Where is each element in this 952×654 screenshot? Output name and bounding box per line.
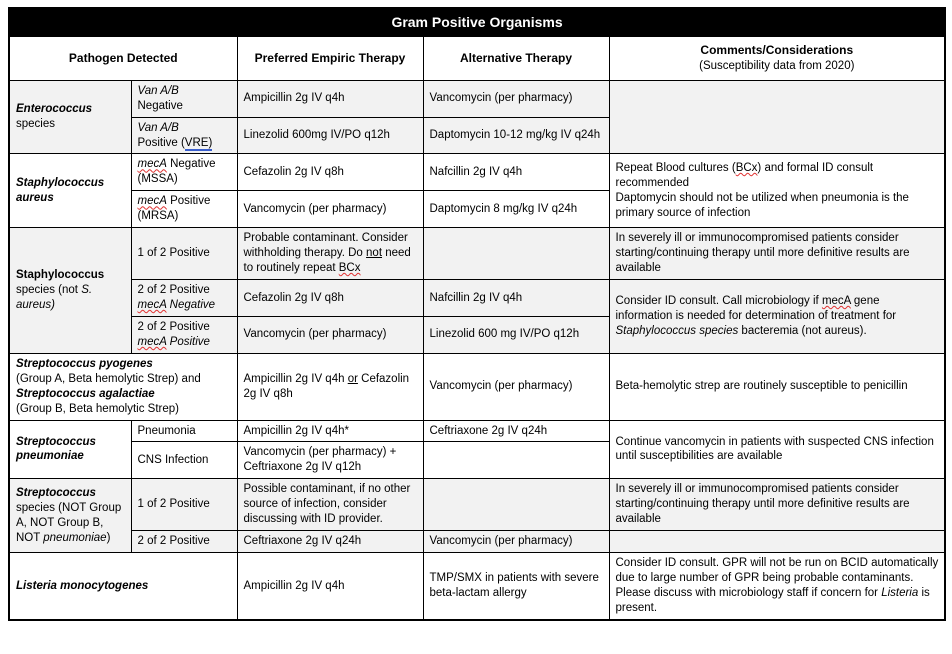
column-header-pathogen: Pathogen Detected	[9, 37, 237, 81]
alternative-therapy: Vancomycin (per pharmacy)	[423, 80, 609, 117]
alternative-therapy: Vancomycin (per pharmacy)	[423, 353, 609, 420]
table-row	[9, 420, 945, 442]
detail-line-1: Van A/B	[137, 84, 179, 97]
pathogen-detail	[131, 191, 237, 228]
pathogen-genus: Streptococcus	[16, 486, 96, 499]
pathogen-group-2: (Group B, Beta hemolytic Strep)	[16, 402, 179, 415]
comments-cell	[609, 80, 945, 154]
table-row	[9, 154, 945, 191]
comments-cell: Consider ID consult. Call microbiology if mecA gene information is needed for determination of treatment for Staphylococcus species bacteremia (not aureus).	[609, 280, 945, 354]
preferred-therapy: Ampicillin 2g IV q4h*	[237, 420, 423, 442]
table-row	[9, 228, 945, 280]
pathogen-genus: Streptococcus pneumoniae	[16, 435, 96, 463]
gene-state: Negative	[166, 298, 216, 311]
detail-line-2: (MSSA)	[137, 173, 178, 186]
preferred-therapy: Vancomycin (per pharmacy) + Ceftriaxone 2g IV q12h	[237, 442, 423, 479]
table-row	[9, 80, 945, 117]
pathogen-genus-species-2: Streptococcus agalactiae	[16, 387, 155, 400]
preferred-therapy: Ampicillin 2g IV q4h or Cefazolin 2g IV q8h	[237, 353, 423, 420]
pathogen-name-enterococcus	[9, 80, 131, 154]
pathogen-genus-species: Listeria monocytogenes	[16, 579, 149, 592]
alternative-therapy: Daptomycin 8 mg/kg IV q24h	[423, 191, 609, 228]
gene-state: Positive	[166, 335, 210, 348]
pathogen-detail: Pneumonia	[131, 420, 237, 442]
pathogen-detail	[131, 316, 237, 353]
comments-cell: Continue vancomycin in patients with suspected CNS infection until susceptibilities are available	[609, 420, 945, 479]
alternative-therapy: Vancomycin (per pharmacy)	[423, 531, 609, 553]
comments-cell: In severely ill or immunocompromised patients consider starting/continuing therapy until more definitive results are available	[609, 479, 945, 531]
column-header-comments-title: Comments/Considerations	[700, 43, 854, 58]
column-header-comments-subtitle: (Susceptibility data from 2020)	[699, 59, 855, 72]
pathogen-detail	[131, 117, 237, 154]
preferred-therapy: Vancomycin (per pharmacy)	[237, 191, 423, 228]
pathogen-detail: 2 of 2 Positive	[131, 531, 237, 553]
column-header-preferred-therapy: Preferred Empiric Therapy	[237, 37, 423, 81]
table-row	[9, 553, 945, 620]
alternative-therapy: Linezolid 600 mg IV/PO q12h	[423, 316, 609, 353]
table-row	[9, 531, 945, 553]
table-row	[9, 353, 945, 420]
pathogen-group-1: (Group A, Beta hemolytic Strep) and	[16, 372, 201, 385]
comments-cell	[609, 154, 945, 228]
preferred-therapy: Linezolid 600mg IV/PO q12h	[237, 117, 423, 154]
page-title: Gram Positive Organisms	[9, 8, 945, 37]
preferred-therapy: Ceftriaxone 2g IV q24h	[237, 531, 423, 553]
gene-name: mecA	[137, 298, 167, 311]
table-title-row	[9, 8, 945, 37]
alternative-therapy: Daptomycin 10-12 mg/kg IV q24h	[423, 117, 609, 154]
preferred-therapy: Cefazolin 2g IV q8h	[237, 280, 423, 317]
pathogen-excluded-species: pneumoniae	[43, 531, 107, 544]
table-row	[9, 280, 945, 317]
gene-state: Negative	[166, 158, 216, 171]
comments-cell: Beta-hemolytic strep are routinely susceptible to penicillin	[609, 353, 945, 420]
detail-line-2: Positive (VRE)	[137, 136, 213, 149]
pathogen-detail: 1 of 2 Positive	[131, 479, 237, 531]
table-row	[9, 479, 945, 531]
gene-name: mecA	[137, 195, 167, 208]
pathogen-genus: Staphylococcus aureus	[16, 176, 105, 204]
column-header-row	[9, 37, 945, 81]
pathogen-detail	[131, 154, 237, 191]
preferred-therapy: Probable contaminant. Consider withholding therapy. Do not need to routinely repeat BCx	[237, 228, 423, 280]
emphasis-not: not	[366, 247, 383, 260]
preferred-therapy: Vancomycin (per pharmacy)	[237, 316, 423, 353]
gene-name: mecA	[821, 295, 851, 307]
preferred-therapy: Possible contaminant, if no other source of infection, consider discussing with ID provider.	[237, 479, 423, 531]
pathogen-detail	[131, 280, 237, 317]
pathogen-qualifier: species	[16, 118, 55, 131]
pathogen-detail: CNS Infection	[131, 442, 237, 479]
detail-line-1: Van A/B	[137, 121, 179, 134]
alternative-therapy: Ceftriaxone 2g IV q24h	[423, 420, 609, 442]
emphasis-or: or	[347, 372, 358, 385]
gene-name: mecA	[137, 335, 167, 348]
pathogen-qualifier: species (NOT Group A, NOT Group B, NOT	[16, 501, 122, 544]
comment-line-2: Daptomycin should not be utilized when pneumonia is the primary source of infection	[615, 191, 909, 219]
comments-cell: In severely ill or immunocompromised patients consider starting/continuing therapy until more definitive results are available	[609, 228, 945, 280]
column-header-comments	[609, 37, 945, 81]
comments-cell: Consider ID consult. GPR will not be run on BCID automatically due to large number of GPR being probable contaminants. Please discuss with microbiology staff if concern for Listeria is present.	[609, 553, 945, 620]
detail-line-1: 2 of 2 Positive	[137, 284, 210, 297]
comments-cell	[609, 531, 945, 553]
comment-line-1: Repeat Blood cultures (BCx) and formal ID consult recommended	[615, 161, 874, 189]
preferred-therapy: Cefazolin 2g IV q8h	[237, 154, 423, 191]
alternative-therapy: Nafcillin 2g IV q4h	[423, 280, 609, 317]
alternative-therapy	[423, 479, 609, 531]
alternative-therapy	[423, 228, 609, 280]
pathogen-qualifier: species (not S. aureus)	[16, 284, 93, 311]
pathogen-detail: 1 of 2 Positive	[131, 228, 237, 280]
alternative-therapy: Nafcillin 2g IV q4h	[423, 154, 609, 191]
pathogen-genus: Enterococcus	[16, 103, 93, 116]
detail-line-2: Negative	[137, 99, 183, 112]
preferred-therapy: Ampicillin 2g IV q4h	[237, 553, 423, 620]
pathogen-genus-species-1: Streptococcus pyogenes	[16, 357, 153, 370]
alternative-therapy	[423, 442, 609, 479]
gene-state: Positive	[166, 195, 211, 208]
alternative-therapy: TMP/SMX in patients with severe beta-lactam allergy	[423, 553, 609, 620]
gene-name: mecA	[137, 158, 167, 171]
detail-line-2: (MRSA)	[137, 210, 179, 223]
pathogen-name-strep-species: Streptococcus species (NOT Group A, NOT Group B, NOT pneumoniae)	[9, 479, 131, 553]
pathogen-name-strep-pneumoniae	[9, 420, 131, 479]
pathogen-detail	[131, 80, 237, 117]
detail-line-1: 2 of 2 Positive	[137, 320, 210, 333]
pathogen-name-listeria	[9, 553, 237, 620]
preferred-therapy: Ampicillin 2g IV q4h	[237, 80, 423, 117]
pathogen-name-strep-pyogenes	[9, 353, 237, 420]
column-header-alternative-therapy: Alternative Therapy	[423, 37, 609, 81]
pathogen-name-staph-species	[9, 228, 131, 354]
pathogen-genus: Staphylococcus	[16, 269, 105, 282]
pathogen-name-staph-aureus	[9, 154, 131, 228]
gram-positive-organisms-table	[8, 7, 946, 621]
